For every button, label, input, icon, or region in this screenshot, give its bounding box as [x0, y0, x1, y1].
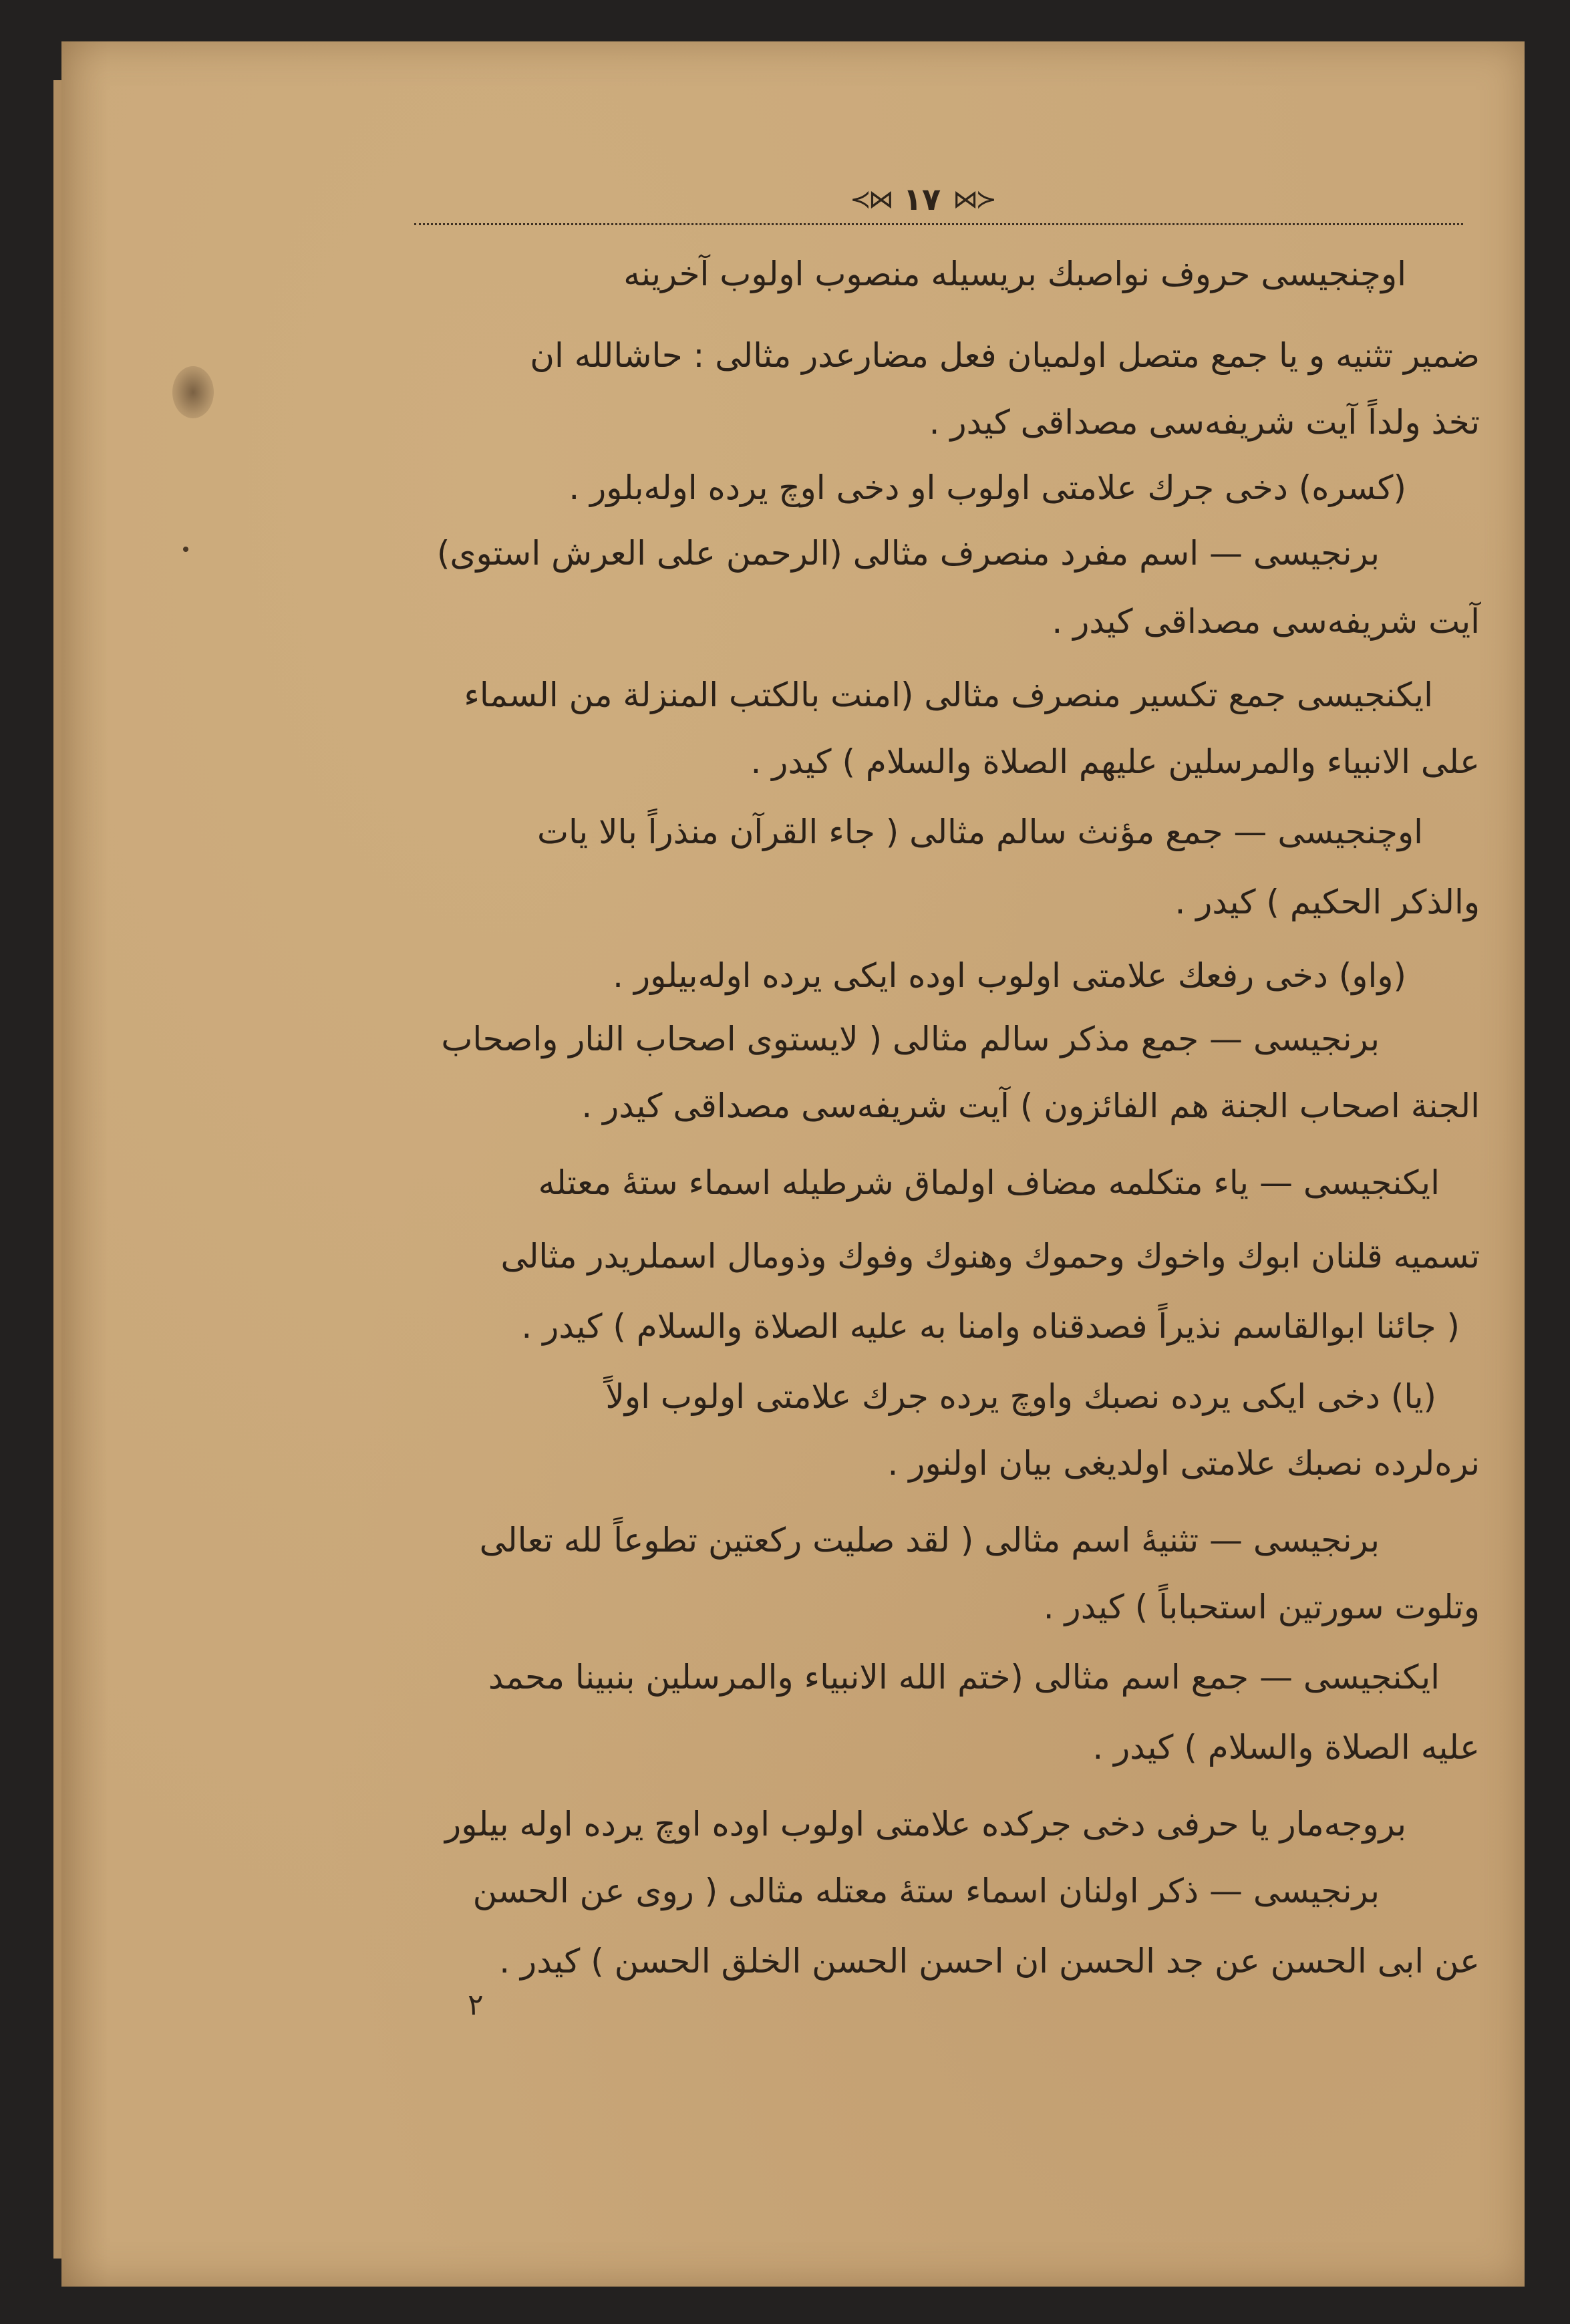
page-number: ١٧: [903, 181, 941, 217]
text-line: والذکر الحکیم ) کیدر .: [1174, 883, 1480, 921]
text-line: برنجیسی — ذکر اولنان اسماء ستهٔ معتله مثالی ( روی عن الحسن: [472, 1872, 1380, 1910]
footer-mark: ۲: [468, 1988, 484, 2022]
text-line: الجنة اصحاب الجنة هم الفائزون ) آیت شریفه‌سی مصداقی کیدر .: [581, 1086, 1480, 1125]
ornament-left-icon: ≺⋈: [850, 184, 891, 214]
text-line: علیه الصلاة والسلام ) کیدر .: [1092, 1728, 1480, 1767]
text-line: ایکنجیسی — جمع اسم مثالی (ختم الله الانبیاء والمرسلین بنبینا محمد: [488, 1658, 1440, 1697]
text-line: (یا) دخی ایکی یرده نصبك واوچ یرده جرك علامتی اولوب اولاً: [605, 1377, 1436, 1416]
text-line: تسمیه قلنان ابوك واخوك وحموك وهنوك وفوك وذومال اسملریدر مثالی: [500, 1237, 1480, 1276]
text-line: (واو) دخی رفعك علامتی اولوب اوده ایکی یرده اوله‌بیلور .: [613, 956, 1406, 995]
text-line: برنجیسی — اسم مفرد منصرف مثالی (الرحمن علی العرش استوی): [436, 534, 1380, 573]
text-line: وتلوت سورتین استحباباً ) کیدر .: [1043, 1588, 1480, 1626]
text-line: نره‌لرده نصبك علامتی اولدیغی بیان اولنور .: [887, 1444, 1480, 1483]
text-line: عن ابی الحسن عن جد الحسن ان احسن الحسن الخلق الحسن ) کیدر .: [499, 1942, 1480, 1981]
text-line: بروجه‌مار یا حرفی دخی جرکده علامتی اولوب اوده اوچ یرده اوله بیلور: [445, 1805, 1406, 1844]
text-line: ضمیر تثنیه و یا جمع متصل اولمیان فعل مضارعدر مثالی : حاشالله ان: [530, 336, 1480, 375]
text-line: ایکنجیسی جمع تکسیر منصرف مثالی (امنت بالکتب المنزلة من السماء: [464, 676, 1433, 714]
text-line: برنجیسی — جمع مذکر سالم مثالی ( لایستوی اصحاب النار واصحاب: [441, 1020, 1380, 1058]
text-line: برنجیسی — تثنیهٔ اسم مثالی ( لقد صلیت رکعتین تطوعاً لله تعالی: [479, 1521, 1380, 1560]
text-line: علی الانبیاء والمرسلین علیهم الصلاة والسلام ) کیدر .: [750, 742, 1480, 781]
text-line: اوچنجیسی حروف نواصبك بریسیله منصوب اولوب آخرینه: [623, 255, 1406, 293]
text-line: ( جائنا ابوالقاسم نذیراً فصدقناه وامنا به علیه الصلاة والسلام ) کیدر .: [521, 1307, 1460, 1346]
text-line: (کسره) دخی جرك علامتی اولوب او دخی اوچ یرده اوله‌بلور .: [569, 468, 1406, 507]
text-line: آیت شریفه‌سی مصداقی کیدر .: [1052, 602, 1480, 641]
ornament-right-icon: ⋈≻: [953, 184, 994, 214]
text-line: ایکنجیسی — یاء متکلمه مضاف اولماق شرطیله اسماء ستهٔ معتله: [538, 1163, 1440, 1202]
text-line: تخذ ولداً آیت شریفه‌سی مصداقی کیدر .: [929, 403, 1480, 442]
text-line: اوچنجیسی — جمع مؤنث سالم مثالی ( جاء القرآن منذراً بالا یات: [536, 813, 1423, 851]
